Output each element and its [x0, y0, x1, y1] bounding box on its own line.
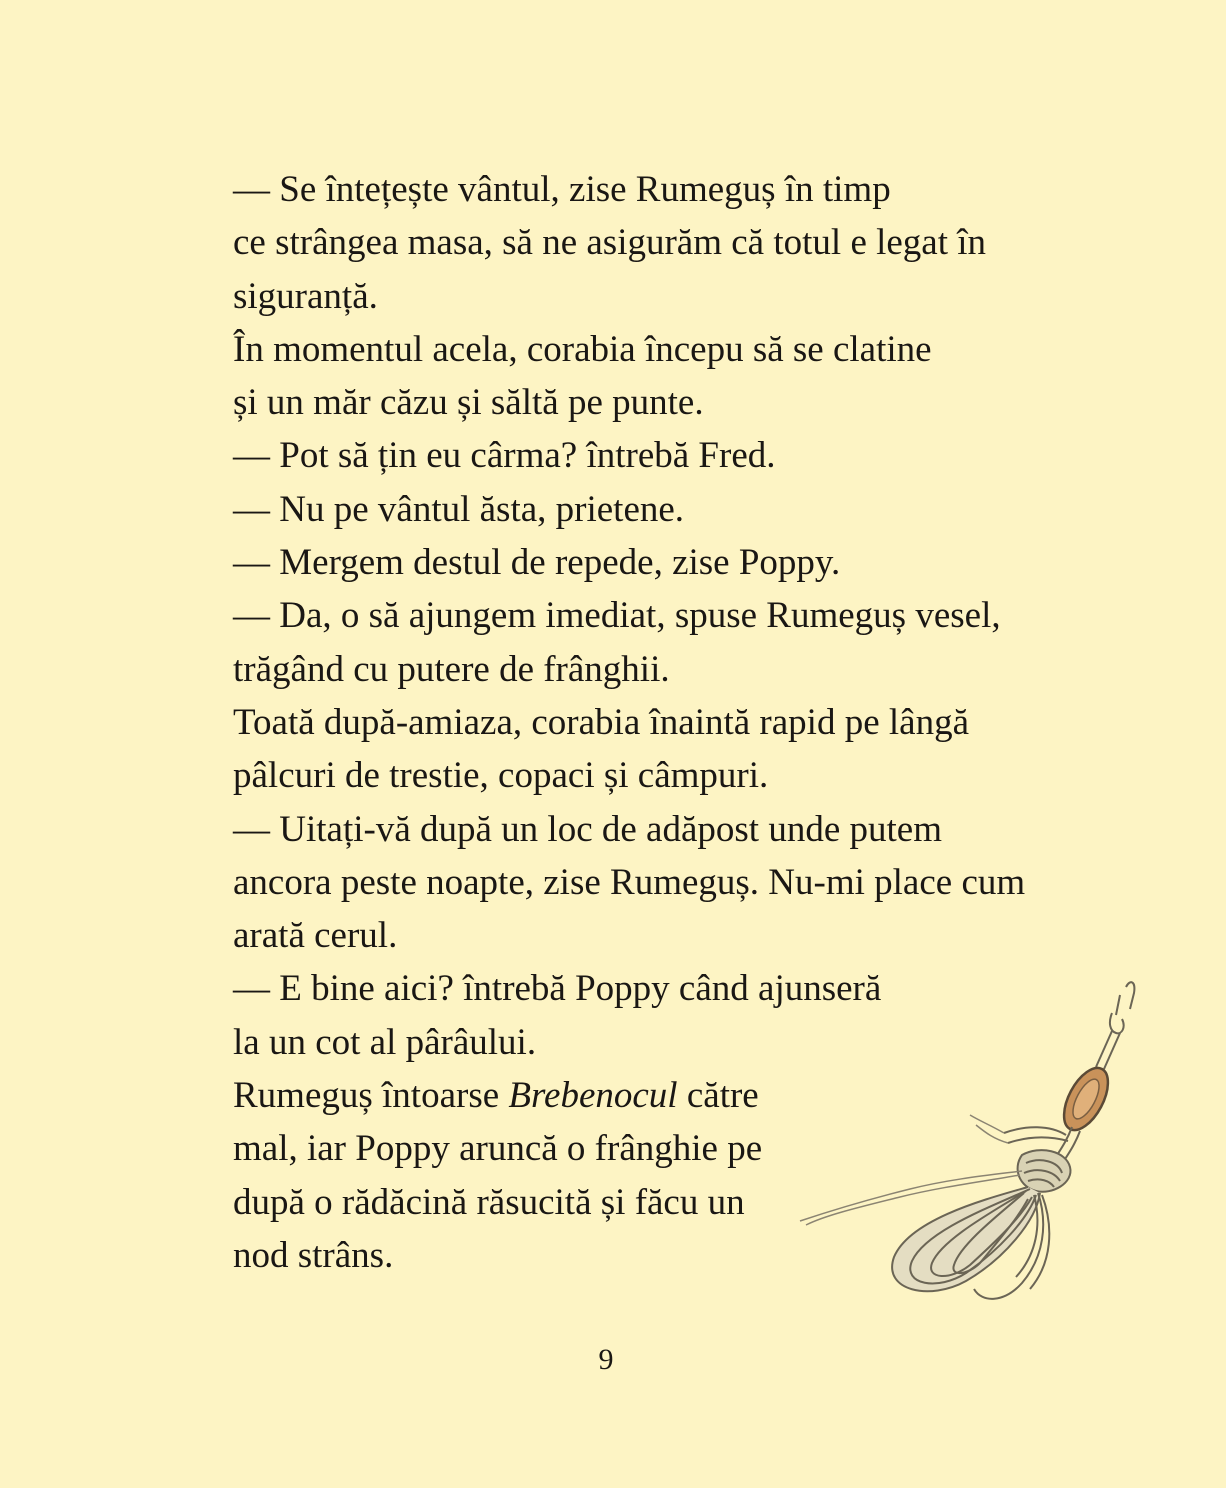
text-line: după o rădăcină răsucită și făcu un [233, 1181, 745, 1223]
paragraph-4 [172, 483, 1072, 536]
hook-icon [1110, 982, 1134, 1033]
text-fragment: Rumeguș întoarse [233, 1075, 509, 1117]
text-line: — E bine aici? întrebă Poppy când ajunseră [233, 968, 882, 1010]
rope-coil [892, 1187, 1049, 1299]
text-line: În momentul acela, corabia începu să se clatine [233, 328, 932, 370]
text-line: Toată după-amiaza, corabia înaintă rapid pe lângă [233, 701, 970, 743]
paragraph-7 [172, 696, 1072, 803]
paragraph-5 [172, 536, 1072, 589]
text-line: ce strângea masa, să ne asigurăm că totul e legat în [233, 222, 987, 264]
text-line: — Se întețește vântul, zise Rumeguș în timp [233, 169, 891, 210]
rope-binding [1018, 1150, 1071, 1192]
paragraph-1 [172, 163, 1072, 323]
text-line: — Da, o să ajungem imediat, spuse Rumeguș vesel, [233, 595, 1001, 637]
text-line: la un cot al pârâului. [233, 1021, 537, 1063]
text-fragment: către [677, 1075, 759, 1117]
text-line: pâlcuri de trestie, copaci și câmpuri. [233, 755, 769, 797]
text-line: — Nu pe vântul ăsta, prietene. [233, 488, 685, 530]
paragraph-3 [172, 429, 1072, 482]
text-line [172, 1069, 812, 1122]
paragraph-2 [172, 323, 1072, 430]
text-line: trăgând cu putere de frânghii. [233, 648, 670, 690]
paragraph-10 [172, 1069, 812, 1282]
text-line: ancora peste noapte, zise Rumeguș. Nu-mi place cum [233, 861, 1026, 903]
paragraph-6 [172, 589, 1072, 696]
rope-coil-with-pulley-icon [790, 975, 1170, 1315]
text-line: — Uitați-vă după un loc de adăpost unde putem [233, 808, 942, 850]
text-line: siguranță. [233, 275, 378, 317]
text-line: mal, iar Poppy aruncă o frânghie pe [233, 1128, 763, 1170]
text-line: — Mergem destul de repede, zise Poppy. [233, 542, 841, 584]
text-line: — Pot să țin eu cârma? întrebă Fred. [233, 435, 776, 477]
page-number: 9 [598, 1343, 614, 1376]
text-line: nod strâns. [233, 1234, 394, 1276]
text-line: arată cerul. [233, 915, 398, 957]
text-line: și un măr căzu și săltă pe punte. [233, 382, 704, 424]
paragraph-8 [172, 803, 1072, 963]
boat-name: Brebenocul [508, 1075, 678, 1117]
pulley-icon [1055, 1061, 1117, 1137]
